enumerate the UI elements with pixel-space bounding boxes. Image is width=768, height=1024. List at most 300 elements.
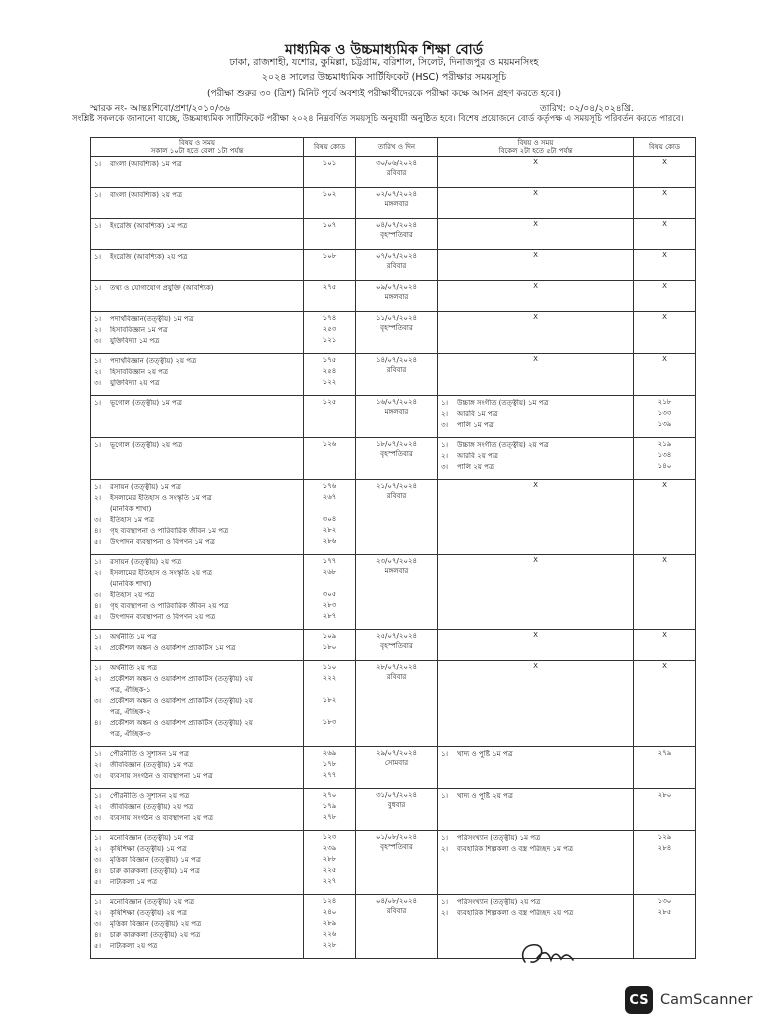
- serial-number: ২।: [441, 844, 449, 853]
- subject-code: ২৬৮: [322, 568, 337, 576]
- serial-number: ২।: [441, 451, 449, 460]
- subject-code: ২২৭: [322, 877, 337, 885]
- morning-subject-line: [94, 706, 300, 717]
- subject-name: ইংরেজি (আবশ্যিক) ১ম পত্র: [110, 221, 188, 230]
- afternoon-subject-line: [441, 896, 630, 907]
- serial-number: ১।: [94, 749, 102, 758]
- camscanner-watermark: [625, 986, 752, 1014]
- subject-code: ১০২: [322, 190, 337, 198]
- subject-code: ১৩৯: [657, 420, 672, 428]
- subject-name: রসায়ন (তত্ত্বীয়) ১ম পত্র: [110, 482, 181, 491]
- no-exam-mark: X: [533, 556, 538, 564]
- morning-subject-line: [94, 503, 300, 514]
- subject-name: চারু কারুকলা (তত্ত্বীয়) ২য় পত্র: [110, 930, 201, 939]
- no-exam-mark: X: [533, 189, 538, 197]
- serial-number: ১।: [94, 557, 102, 566]
- morning-subject-line: [94, 662, 300, 673]
- morning-subject-line: [94, 865, 300, 876]
- subject-code: ২৭৭: [322, 771, 337, 779]
- header-morning-subject: [91, 138, 304, 157]
- subject-code: ২৮০: [657, 791, 672, 799]
- exam-day: বৃহস্পতিবার: [380, 324, 413, 332]
- serial-number: ১।: [441, 440, 449, 449]
- afternoon-code-cell: [634, 630, 696, 661]
- afternoon-subject-cell: [438, 281, 634, 312]
- afternoon-code-cell: [634, 480, 696, 555]
- subject-code: ২৮৯: [322, 919, 337, 927]
- exam-schedule-table: [90, 137, 696, 959]
- no-exam-mark: X: [662, 662, 667, 670]
- subject-code: ১২৬: [322, 440, 337, 448]
- exam-day: বৃহস্পতিবার: [380, 231, 413, 239]
- subject-code: ২২৮: [322, 941, 337, 949]
- date-day-cell: [356, 438, 438, 480]
- morning-code-cell: [304, 219, 356, 250]
- date-day-cell: [356, 661, 438, 747]
- subject-name: ইসলামের ইতিহাস ও সংস্কৃতি ১ম পত্র: [110, 493, 212, 502]
- serial-number: ১।: [94, 833, 102, 842]
- exam-date: ১৮/০৭/২০২৪: [375, 440, 418, 448]
- afternoon-subject-line: [441, 461, 630, 472]
- afternoon-code-cell: [634, 789, 696, 831]
- morning-subject-cell: [91, 831, 304, 895]
- exam-date: ০৭/০৭/২০২৪: [375, 252, 418, 260]
- morning-subject-line: [94, 377, 300, 388]
- afternoon-code-cell: [634, 831, 696, 895]
- no-exam-mark: X: [533, 251, 538, 259]
- no-exam-mark: X: [533, 282, 538, 290]
- serial-number: ৩।: [441, 420, 449, 429]
- afternoon-code-cell: [634, 747, 696, 789]
- morning-subject-line: [94, 492, 300, 503]
- schedule-row: [91, 354, 696, 396]
- subject-name: জীববিজ্ঞান (তত্ত্বীয়) ১ম পত্র: [110, 760, 194, 769]
- subject-code: ২৮৭: [322, 612, 337, 620]
- subject-code: [307, 503, 352, 514]
- morning-code-cell: [304, 438, 356, 480]
- afternoon-subject-cell: [438, 312, 634, 354]
- serial-number: ৪।: [94, 526, 102, 535]
- afternoon-code-cell: [634, 396, 696, 438]
- morning-subject-line: [94, 673, 300, 684]
- afternoon-code-cell: [634, 555, 696, 630]
- subject-code: ১৭৫: [322, 356, 337, 364]
- subject-code: [307, 728, 352, 739]
- morning-subject-line: [94, 600, 300, 611]
- morning-subject-line: [94, 759, 300, 770]
- subject-name: আরবি ২য় পত্র: [457, 451, 498, 460]
- morning-subject-line: [94, 843, 300, 854]
- subject-name: পদার্থবিজ্ঞান(তত্ত্বীয়) ১ম পত্র: [110, 314, 194, 323]
- subject-code: ২২৫: [322, 866, 337, 874]
- morning-subject-line: [94, 556, 300, 567]
- serial-number: ১।: [94, 356, 102, 365]
- subject-code: ১২৯: [657, 833, 672, 841]
- morning-subject-line: [94, 907, 300, 918]
- morning-code-cell: [304, 747, 356, 789]
- afternoon-subject-line: [441, 408, 630, 419]
- subject-name: পরিসংখ্যান (তত্ত্বীয়) ১ম পত্র: [457, 833, 541, 842]
- subject-code: ১২৪: [322, 897, 337, 905]
- schedule-row: [91, 157, 696, 188]
- serial-number: ১।: [94, 897, 102, 906]
- afternoon-subject-cell: [438, 188, 634, 219]
- morning-subject-line: [94, 642, 300, 653]
- subject-name: চারু কারুকলা (তত্ত্বীয়) ১ম পত্র: [110, 866, 200, 875]
- serial-number: ২।: [94, 674, 102, 683]
- subject-name: (মানবিক শাখা): [110, 504, 152, 513]
- no-exam-mark: X: [533, 220, 538, 228]
- serial-number: ২।: [94, 643, 102, 652]
- morning-subject-line: [94, 335, 300, 346]
- serial-number: ১।: [94, 632, 102, 641]
- morning-subject-line: [94, 220, 300, 231]
- afternoon-subject-cell: [438, 630, 634, 661]
- subject-code: ২৬৭: [322, 493, 337, 501]
- afternoon-subject-cell: [438, 831, 634, 895]
- subject-name: মৃত্তিকা বিজ্ঞান (তত্ত্বীয়) ১ম পত্র: [110, 855, 201, 864]
- subject-name: ভূগোল (তত্ত্বীয়) ২য় পত্র: [110, 440, 183, 449]
- serial-number: ১।: [94, 398, 102, 407]
- subject-name: বাংলা (আবশ্যিক) ১ম পত্র: [110, 159, 182, 168]
- afternoon-subject-line: [441, 843, 630, 854]
- subject-code: ২৮৮: [322, 855, 337, 863]
- subject-code: ১০১: [322, 159, 337, 167]
- header-morning-subject-line2: সকাল ১০টা হতে বেলা ১টা পর্যন্ত: [150, 147, 244, 155]
- header-code: বিষয় কোড: [304, 138, 356, 157]
- exam-date: ১১/০৭/২০২৪: [375, 314, 418, 322]
- subject-code: ১৭৮: [322, 760, 337, 768]
- header-date-day: তারিখ ও দিন: [356, 138, 438, 157]
- serial-number: ১।: [94, 159, 102, 168]
- morning-subject-cell: [91, 438, 304, 480]
- serial-number: ৪।: [94, 866, 102, 875]
- subject-name: পৌরনীতি ও সুশাসন ১ম পত্র: [110, 749, 189, 758]
- date-day-cell: [356, 157, 438, 188]
- schedule-row: [91, 396, 696, 438]
- subject-code: ২৮৪: [657, 844, 672, 852]
- subject-code: ১৩৩: [657, 409, 672, 417]
- morning-subject-line: [94, 929, 300, 940]
- morning-subject-line: [94, 589, 300, 600]
- afternoon-code-cell: [634, 219, 696, 250]
- subject-name: উচ্চাঙ্গ সংগীত (তত্ত্বীয়) ২য় পত্র: [457, 440, 549, 449]
- afternoon-code-cell: [634, 312, 696, 354]
- subject-code: ১০৯: [322, 632, 337, 640]
- date-day-cell: [356, 188, 438, 219]
- serial-number: ১।: [94, 221, 102, 230]
- serial-number: ১।: [94, 791, 102, 800]
- subject-name: পত্র, ঐচ্ছিক-২: [110, 707, 151, 716]
- subject-code: ২৭৯: [657, 749, 672, 757]
- morning-subject-cell: [91, 250, 304, 281]
- date-day-cell: [356, 630, 438, 661]
- no-exam-mark: X: [662, 481, 667, 489]
- subject-code: ২৭০: [322, 791, 337, 799]
- schedule-row: [91, 630, 696, 661]
- afternoon-subject-line: [441, 790, 630, 801]
- exam-day: বৃহস্পতিবার: [380, 843, 413, 851]
- date-day-cell: [356, 555, 438, 630]
- afternoon-subject-cell: [438, 438, 634, 480]
- morning-subject-line: [94, 940, 300, 951]
- header-morning-subject-line1: বিষয় ও সময়: [178, 139, 216, 147]
- afternoon-subject-line: [441, 832, 630, 843]
- subject-name: উৎপাদন ব্যবস্থাপনা ও বিপণন ১ম পত্র: [110, 537, 215, 546]
- schedule-title: ২০২৪ সালের উচ্চমাধ্যমিক সার্টিফিকেট (HSC) পরীক্ষার সময়সূচি: [261, 72, 507, 83]
- morning-subject-line: [94, 832, 300, 843]
- morning-subject-line: [94, 397, 300, 408]
- board-name: মাধ্যমিক ও উচ্চমাধ্যমিক শিক্ষা বোর্ড: [284, 42, 484, 58]
- subject-name: পালি ১ম পত্র: [457, 420, 494, 429]
- afternoon-code-cell: [634, 661, 696, 747]
- morning-subject-cell: [91, 188, 304, 219]
- exam-day: রবিবার: [386, 169, 407, 177]
- serial-number: ১।: [94, 314, 102, 323]
- subject-name: খাদ্য ও পুষ্টি ১ম পত্র: [457, 749, 513, 758]
- subject-name: প্রকৌশল অঙ্কন ও ওয়ার্কশপ প্র্যাকটিস (তত্ত্বীয়) ২য়: [110, 674, 253, 683]
- morning-subject-line: [94, 355, 300, 366]
- subject-name: কৃষিশিক্ষা (তত্ত্বীয়) ১ম পত্র: [110, 844, 187, 853]
- morning-subject-line: [94, 366, 300, 377]
- exam-date: ০৯/০৭/২০২৪: [375, 283, 418, 291]
- serial-number: ১।: [94, 440, 102, 449]
- morning-subject-line: [94, 876, 300, 887]
- schedule-row: [91, 312, 696, 354]
- morning-subject-cell: [91, 789, 304, 831]
- schedule-row: [91, 747, 696, 789]
- morning-subject-cell: [91, 157, 304, 188]
- exam-day: রবিবার: [386, 262, 407, 270]
- morning-subject-cell: [91, 630, 304, 661]
- afternoon-code-cell: [634, 354, 696, 396]
- subject-name: প্রকৌশল অঙ্কন ও ওয়ার্কশপ প্র্যাকটিস (তত্ত্বীয়) ২য়: [110, 696, 253, 705]
- exam-date: ০৪/০৮/২০২৪: [375, 897, 418, 905]
- subject-name: পালি ২য় পত্র: [457, 462, 495, 471]
- exam-day: বুধবার: [387, 801, 406, 809]
- morning-subject-line: [94, 748, 300, 759]
- exam-day: রবিবার: [386, 673, 407, 681]
- afternoon-code-cell: [634, 250, 696, 281]
- no-exam-mark: X: [662, 158, 667, 166]
- issue-date: তারিখ: ০২/০৪/২০২৪খ্রি.: [540, 104, 634, 114]
- date-day-cell: [356, 354, 438, 396]
- afternoon-subject-cell: [438, 219, 634, 250]
- morning-subject-line: [94, 536, 300, 547]
- serial-number: ১।: [94, 283, 102, 292]
- subject-name: ব্যবসায় সংগঠন ও ব্যবস্থাপনা ১ম পত্র: [110, 771, 213, 780]
- serial-number: ১।: [441, 897, 449, 906]
- serial-number: ১।: [94, 663, 102, 672]
- subject-name: নাট্যকলা ২য় পত্র: [110, 941, 158, 950]
- subject-code: ১২১: [322, 336, 337, 344]
- subject-name: অর্থনীতি ২য় পত্র: [110, 663, 158, 672]
- subject-code: ১৩০: [657, 897, 672, 905]
- afternoon-subject-cell: [438, 747, 634, 789]
- subject-name: গৃহ ব্যবস্থাপনা ও পারিবারিক জীবন ১ম পত্র: [110, 526, 229, 535]
- subject-name: পত্র, ঐচ্ছিক-১: [110, 685, 151, 694]
- no-exam-mark: X: [662, 631, 667, 639]
- date-day-cell: [356, 281, 438, 312]
- no-exam-mark: X: [662, 189, 667, 197]
- morning-subject-cell: [91, 281, 304, 312]
- subject-code: ১৮০: [322, 643, 337, 651]
- morning-code-cell: [304, 188, 356, 219]
- serial-number: ৪।: [94, 718, 102, 727]
- serial-number: ২।: [94, 493, 102, 502]
- serial-number: ২।: [94, 844, 102, 853]
- date-day-cell: [356, 480, 438, 555]
- subject-name: উচ্চাঙ্গ সংগীত (তত্ত্বীয়) ১ম পত্র: [457, 398, 549, 407]
- subject-name: আরবি ১ম পত্র: [457, 409, 498, 418]
- subject-name: ইসলামের ইতিহাস ও সংস্কৃতি ২য় পত্র: [110, 568, 213, 577]
- camscanner-logo: CS: [625, 986, 653, 1014]
- exam-day: মঙ্গলবার: [384, 408, 409, 416]
- morning-subject-line: [94, 514, 300, 525]
- subject-name: মনোবিজ্ঞান (তত্ত্বীয়) ২য় পত্র: [110, 897, 195, 906]
- exam-day: মঙ্গলবার: [384, 200, 409, 208]
- morning-subject-line: [94, 313, 300, 324]
- serial-number: ৩।: [94, 515, 102, 524]
- subject-code: ২৫৩: [322, 325, 337, 333]
- exam-date: ১৬/০৭/২০২৪: [375, 398, 418, 406]
- board-cities: ঢাকা, রাজশাহী, যশোর, কুমিল্লা, চট্টগ্রাম, বরিশাল, সিলেট, দিনাজপুর ও ময়মনসিংহ: [229, 57, 539, 68]
- header-afternoon-subject: [438, 138, 634, 157]
- subject-name: প্রকৌশল অঙ্কন ও ওয়ার্কশপ প্র্যাকটিস ১ম পত্র: [110, 643, 236, 652]
- no-exam-mark: X: [533, 662, 538, 670]
- afternoon-subject-line: [441, 397, 630, 408]
- signature-mark: [515, 936, 585, 970]
- subject-code: ১২৫: [322, 398, 337, 406]
- exam-date: ১৪/০৭/২০২৪: [375, 356, 418, 364]
- morning-subject-line: [94, 918, 300, 929]
- exam-instruction: (পরীক্ষা শুরুর ৩০ (ত্রিশ) মিনিট পূর্বে অবশ্যই পরীক্ষার্থীদেরকে পরীক্ষা কক্ষে আসন গ্রহণ করতে হবে।): [207, 89, 561, 99]
- exam-date: ২৫/০৭/২০২৪: [375, 632, 418, 640]
- header-afternoon-subject-line1: বিষয় ও সময়: [517, 139, 554, 147]
- morning-subject-cell: [91, 480, 304, 555]
- morning-code-cell: [304, 157, 356, 188]
- subject-code: ৩০৫: [322, 590, 337, 598]
- subject-name: প্রকৌশল অঙ্কন ও ওয়ার্কশপ প্র্যাকটিস (তত্ত্বীয়) ২য়: [110, 718, 253, 727]
- date-day-cell: [356, 312, 438, 354]
- schedule-row: [91, 831, 696, 895]
- subject-name: রসায়ন (তত্ত্বীয়) ২য় পত্র: [110, 557, 182, 566]
- afternoon-subject-cell: [438, 480, 634, 555]
- morning-subject-line: [94, 611, 300, 622]
- exam-date: ০২/০৭/২০২৪: [375, 190, 418, 198]
- schedule-row: [91, 480, 696, 555]
- subject-name: মৃত্তিকা বিজ্ঞান (তত্ত্বীয়) ২য় পত্র: [110, 919, 202, 928]
- no-exam-mark: X: [662, 556, 667, 564]
- morning-subject-cell: [91, 396, 304, 438]
- morning-subject-line: [94, 684, 300, 695]
- schedule-row: [91, 438, 696, 480]
- exam-date: ০১/০৮/২০২৪: [375, 833, 418, 841]
- subject-code: ১২২: [322, 378, 337, 386]
- subject-name: ইতিহাস ২য় পত্র: [110, 590, 155, 599]
- morning-subject-line: [94, 578, 300, 589]
- subject-name: মনোবিজ্ঞান (তত্ত্বীয়) ১ম পত্র: [110, 833, 194, 842]
- morning-code-cell: [304, 895, 356, 959]
- no-exam-mark: X: [533, 481, 538, 489]
- serial-number: ২।: [94, 802, 102, 811]
- serial-number: ৪।: [94, 601, 102, 610]
- memo-number: স্মারক নং- আন্তঃশিবো/প্রশা/২০১০/৩৬: [90, 104, 230, 114]
- morning-subject-cell: [91, 747, 304, 789]
- subject-name: ব্যবহারিক শিল্পকলা ও বস্ত্র পরিচ্ছদ ১ম পত্র: [457, 844, 574, 853]
- morning-subject-line: [94, 324, 300, 335]
- serial-number: ২।: [441, 908, 449, 917]
- morning-subject-line: [94, 567, 300, 578]
- notice-text: সংশ্লিষ্ট সকলকে জানানো যাচ্ছে, উচ্চমাধ্যমিক সার্টিফিকেট পরীক্ষা ২০২৪ নিম্নবর্ণিত সময়সূচি অনুযায়ী অনুষ্ঠিত হবে। বিশেষ প্রয়োজনে বোর্ড কর্তৃপক্ষ এ সময়সূচি পরিবর্তন করতে পারবে।: [72, 114, 684, 124]
- schedule-row: [91, 281, 696, 312]
- date-day-cell: [356, 789, 438, 831]
- afternoon-subject-cell: [438, 661, 634, 747]
- exam-day: সোমবার: [384, 759, 409, 767]
- morning-subject-line: [94, 854, 300, 865]
- afternoon-code-cell: [634, 438, 696, 480]
- serial-number: ২।: [94, 908, 102, 917]
- table-header-row: [91, 138, 696, 157]
- subject-code: ২২২: [322, 674, 337, 682]
- subject-name: বাংলা (আবশ্যিক) ২য় পত্র: [110, 190, 183, 199]
- subject-code: ১০৮: [322, 252, 337, 260]
- subject-code: [307, 706, 352, 717]
- subject-name: জীববিজ্ঞান (তত্ত্বীয়) ২য় পত্র: [110, 802, 194, 811]
- subject-name: ইতিহাস ১ম পত্র: [110, 515, 155, 524]
- subject-code: ২২৬: [322, 930, 337, 938]
- morning-code-cell: [304, 789, 356, 831]
- afternoon-subject-line: [441, 450, 630, 461]
- subject-code: ২৮৫: [657, 908, 672, 916]
- subject-code: ৩০৪: [322, 515, 337, 523]
- schedule-row: [91, 188, 696, 219]
- exam-date: ০৪/০৭/২০২৪: [375, 221, 418, 229]
- date-day-cell: [356, 396, 438, 438]
- date-day-cell: [356, 895, 438, 959]
- schedule-row: [91, 895, 696, 959]
- morning-code-cell: [304, 630, 356, 661]
- exam-date: ৩০/০৬/২০২৪: [375, 159, 418, 167]
- subject-name: গৃহ ব্যবস্থাপনা ও পারিবারিক জীবন ২য় পত্র: [110, 601, 229, 610]
- morning-subject-cell: [91, 895, 304, 959]
- afternoon-subject-line: [441, 439, 630, 450]
- morning-subject-line: [94, 189, 300, 200]
- subject-code: ১০৭: [322, 221, 337, 229]
- serial-number: ৩।: [94, 813, 102, 822]
- morning-subject-line: [94, 717, 300, 728]
- subject-code: ২১৮: [657, 398, 672, 406]
- no-exam-mark: X: [662, 220, 667, 228]
- morning-subject-line: [94, 439, 300, 450]
- no-exam-mark: X: [662, 251, 667, 259]
- exam-date: ২৩/০৭/২০২৪: [375, 557, 418, 565]
- serial-number: ৩।: [94, 590, 102, 599]
- exam-day: রবিবার: [386, 492, 407, 500]
- subject-name: অর্থনীতি ১ম পত্র: [110, 632, 157, 641]
- morning-subject-line: [94, 282, 300, 293]
- afternoon-subject-cell: [438, 789, 634, 831]
- subject-name: হিসাববিজ্ঞান ১ম পত্র: [110, 325, 168, 334]
- subject-code: [307, 578, 352, 589]
- morning-subject-cell: [91, 312, 304, 354]
- morning-subject-cell: [91, 354, 304, 396]
- morning-subject-line: [94, 896, 300, 907]
- subject-name: (মানবিক শাখা): [110, 579, 152, 588]
- exam-day: বৃহস্পতিবার: [380, 642, 413, 650]
- serial-number: ৪।: [94, 930, 102, 939]
- header-code2: বিষয় কোড: [634, 138, 696, 157]
